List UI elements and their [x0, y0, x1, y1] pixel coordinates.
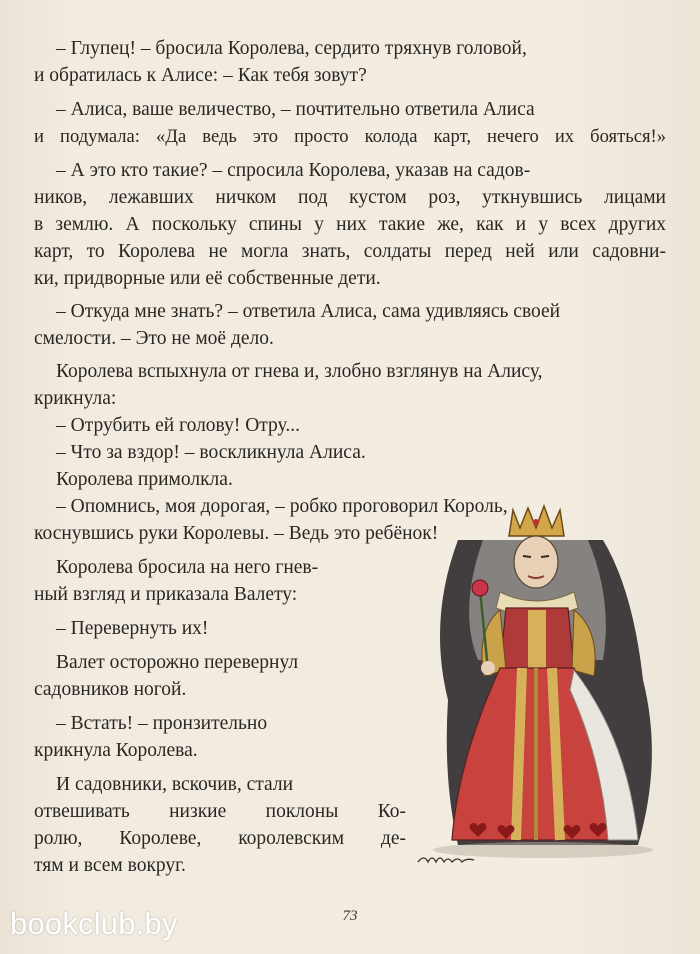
text-line: крикнула:: [34, 388, 117, 409]
artist-signature: [418, 858, 474, 862]
text-line: – Перевернуть их!: [56, 618, 209, 639]
text-line: в землю. А поскольку спины у них такие же, как и у всех других: [34, 214, 666, 235]
text-line: Королева вспыхнула от гнева и, злобно взглянув на Алису,: [56, 361, 543, 382]
text-line: Королева примолкла.: [56, 469, 233, 490]
text-line: отвешивать низкие поклоны Ко-: [34, 801, 406, 822]
text-line: и обратилась к Алисе: – Как тебя зовут?: [34, 65, 367, 86]
text-line: смелости. – Это не моё дело.: [34, 328, 274, 349]
text-line: – А это кто такие? – спросила Королева, указав на садов-: [56, 160, 531, 181]
text-line: – Что за вздор! – воскликнула Алиса.: [56, 442, 366, 463]
text-line: – Алиса, ваше величество, – почтительно ответила Алиса: [56, 99, 535, 120]
text-line: ки, придворные или её собственные дети.: [34, 268, 381, 289]
text-line: карт, то Королева не могла знать, солдаты перед ней или садовни-: [34, 241, 666, 262]
text-line: И садовники, вскочив, стали: [56, 774, 293, 795]
text-line: Валет осторожно перевернул: [56, 652, 299, 673]
text-line: и подумала: «Да ведь это просто колода карт, нечего их бояться!»: [34, 126, 666, 147]
text-line: Королева бросила на него гнев-: [56, 557, 319, 578]
text-line: крикнула Королева.: [34, 740, 198, 761]
queen-of-hearts-illustration: [388, 500, 688, 876]
site-watermark: bookclub.by: [10, 906, 178, 941]
text-line: – Откуда мне знать? – ответила Алиса, сама удивляясь своей: [56, 301, 561, 322]
text-line: ный взгляд и приказала Валету:: [34, 584, 298, 605]
text-line: – Встать! – пронзительно: [56, 713, 268, 734]
text-line: – Глупец! – бросила Королева, сердито тряхнув головой,: [56, 38, 527, 59]
text-line: садовников ногой.: [34, 679, 187, 700]
text-line: ников, лежавших ничком под кустом роз, уткнувшись лицами: [34, 187, 666, 208]
text-line: – Отрубить ей голову! Отру...: [56, 415, 300, 436]
page-number: 73: [342, 908, 358, 924]
text-line: – Опомнись, моя дорогая, – робко проговорил Король,: [56, 496, 508, 517]
text-line: тям и всем вокруг.: [34, 855, 186, 876]
text-line: ролю, Королеве, королевским де-: [34, 828, 406, 849]
text-line: коснувшись руки Королевы. – Ведь это ребёнок!: [34, 523, 439, 544]
